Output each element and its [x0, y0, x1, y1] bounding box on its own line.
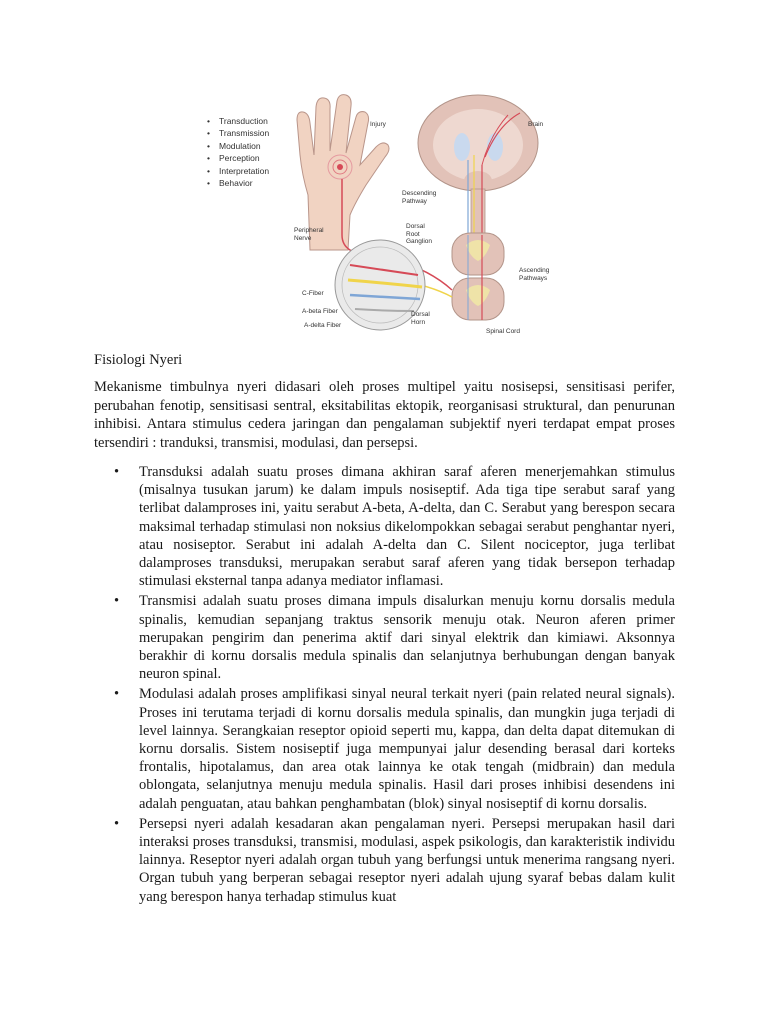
- bullet-modulasi: [94, 685, 675, 812]
- bullet-transmisi: [94, 592, 675, 683]
- label-brain: Brain: [528, 121, 544, 128]
- label-descending-pathway: Descending Pathway: [402, 190, 437, 205]
- process-bullet-list: [94, 463, 675, 908]
- bullet-icon: •: [114, 815, 120, 832]
- brain-illustration: [418, 95, 538, 239]
- label-a-delta-fiber: A-delta Fiber: [304, 322, 342, 329]
- process-list-item: • Interpretation: [207, 165, 269, 177]
- pain-physiology-figure: [190, 85, 570, 345]
- label-dorsal-horn: Dorsal Horn: [411, 311, 430, 326]
- process-list-item: • Perception: [207, 152, 269, 164]
- bullet-text: Transduksi adalah suatu proses dimana akhiran saraf aferen menerjemahkan stimulus (misalnya tusukan jarum) ke dalam impuls nosiseptif. Ada tiga tipe serabut saraf yang terlibat dalamproses ini, yaitu serabut A-beta, A-delta, dan C. Serabut yang berespon secara maksimal terhadap stimulasi non noksius dikelompokkan sebagai serabut penghantar nyeri, atau nosiseptor. Serabut ini adalah A-delta dan C. Silent nociceptor, juga terlibat dalamproses transduksi, merupakan serabut saraf aferen yang tidak bersepon terhadap stimulasi eksternal tanpa adanya mediator inflamasi.: [139, 464, 675, 590]
- label-peripheral-nerve: Peripheral Nerve: [294, 227, 324, 242]
- bullet-icon: •: [114, 686, 120, 703]
- bullet-text: Modulasi adalah proses amplifikasi sinyal neural terkait nyeri (pain related neural signals). Proses ini terutama terjadi di kornu dorsalis medula spinalis, dan mungkin juga terjadi di level lainnya. Serangkaian reseptor opioid seperti mu, kappa, dan delta dapat ditemukan di kornu dorsalis. Sistem nosiseptif juga mempunyai jalur desending berasal dari korteks frontalis, hipotalamus, dan area otak lainnya ke otak tengah (midbrain) dan medula oblongata, selanjutnya menuju medula spinalis. Hasil dari proses inhibisi desendens ini adalah penguatan, atau bahkan penghambatan (blok) sinyal nosiseptif di kornu dorsalis.: [139, 686, 675, 812]
- section-heading: Fisiologi Nyeri: [94, 352, 183, 368]
- bullet-icon: •: [114, 464, 120, 480]
- process-list: [207, 115, 269, 189]
- label-spinal-cord: Spinal Cord: [486, 328, 520, 335]
- bullet-transduksi: [94, 463, 675, 590]
- process-list-item: • Modulation: [207, 140, 269, 152]
- process-list-item: • Transmission: [207, 127, 269, 139]
- bullet-text: Persepsi nyeri adalah kesadaran akan pengalaman nyeri. Persepsi merupakan hasil dari interaksi proses transduksi, transmisi, modulasi, aspek psikologis, dan karakteristik individu lainnya. Reseptor nyeri adalah organ tubuh yang berfungsi untuk menerima rangsang nyeri. Organ tubuh yang berperan sebagai reseptor nyeri adalah ujung syaraf bebas dalam kulit yang berespon hanya terhadap stimulus kuat: [139, 815, 675, 905]
- label-ascending-pathways: Ascending Pathways: [519, 267, 550, 282]
- label-dorsal-root-ganglion: Dorsal Root Ganglion: [406, 223, 433, 245]
- label-injury: Injury: [370, 121, 386, 128]
- bullet-persepsi: [94, 815, 675, 906]
- process-list-item: • Behavior: [207, 177, 269, 189]
- bullet-text: Transmisi adalah suatu proses dimana impuls disalurkan menuju kornu dorsalis medula spinalis, kemudian sepanjang traktus sensorik menuju otak. Neuron aferen primer merupakan pengirim dan penerima aktif dari sinyal elektrik dan kimiawi. Aksonnya berakhir di kornu dorsalis medula spinalis dan selanjutnya berhubungan dengan banyak neuron spinal.: [139, 593, 675, 683]
- spinal-cord-illustration: [452, 233, 504, 320]
- bullet-icon: •: [114, 593, 120, 610]
- label-c-fiber: C-Fiber: [302, 290, 324, 297]
- process-list-item: • Transduction: [207, 115, 269, 127]
- intro-paragraph: Mekanisme timbulnya nyeri didasari oleh proses multipel yaitu nosisepsi, sensitisasi perifer, perubahan fenotip, sensitisasi sentral, eksitabilitas ektopik, reorganisasi struktural, dan penurunan inhibisi. Antara stimulus cedera jaringan dan pengalaman subjektif nyeri terdapat empat proses tersendiri : tranduksi, transmisi, modulasi, dan persepsi.: [94, 379, 675, 451]
- label-a-beta-fiber: A-beta Fiber: [302, 308, 338, 315]
